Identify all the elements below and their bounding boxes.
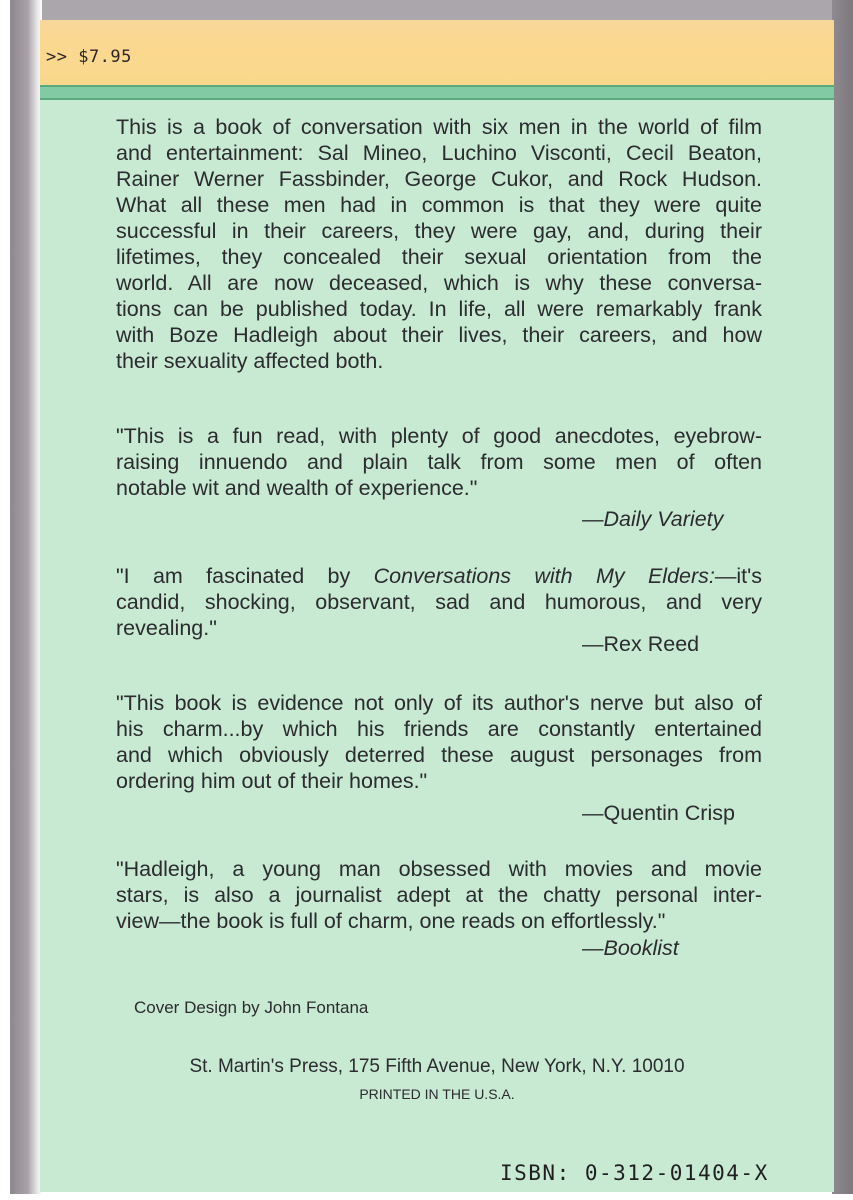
description-line: world. All are now deceased, which is why these conversa- — [116, 271, 762, 295]
review-line: ordering him out of their homes." — [116, 769, 428, 793]
review-line: "This is a fun read, with plenty of good anecdotes, eyebrow- — [116, 424, 762, 448]
review-line: raising innuendo and plain talk from some men of often — [116, 450, 762, 474]
review-line: stars, is also a journalist adept at the chatty personal inter- — [116, 883, 762, 907]
description-line: lifetimes, they concealed their sexual orientation from the — [116, 245, 762, 269]
description-line: Rainer Werner Fassbinder, George Cukor, and Rock Hudson. — [116, 167, 762, 191]
top-color-band — [40, 20, 834, 85]
review-line: view—the book is full of charm, one reads on effortlessly." — [116, 909, 666, 933]
review-line: notable wit and wealth of experience." — [116, 476, 478, 500]
description-line: successful in their careers, they were gay, and, during their — [116, 219, 762, 243]
cover-design-credit: Cover Design by John Fontana — [134, 998, 369, 1017]
review-line: and which obviously deterred these august personages from — [116, 743, 762, 767]
book-title: Conversations with My Elders: — [373, 564, 715, 588]
review-attribution: —Rex Reed — [582, 632, 700, 656]
review-line: his charm...by which his friends are constantly entertained — [116, 717, 762, 741]
description-line: their sexuality affected both. — [116, 349, 384, 373]
printed-in-label: PRINTED IN THE U.S.A. — [359, 1086, 515, 1102]
review-line: revealing." — [116, 616, 217, 640]
description-line: This is a book of conversation with six men in the world of film — [116, 115, 762, 139]
background-surface-top — [10, 0, 853, 22]
background-shadow-left — [10, 0, 42, 1194]
description-line: with Boze Hadleigh about their lives, their careers, and how — [116, 323, 762, 347]
review-line — [116, 563, 762, 589]
review-attribution: —Quentin Crisp — [582, 801, 735, 825]
review-line: "This book is evidence not only of its author's nerve but also of — [116, 691, 762, 715]
review-text: "I am fascinated by — [116, 564, 374, 588]
publisher-address: St. Martin's Press, 175 Fifth Avenue, New York, N.Y. 10010 — [189, 1056, 685, 1077]
description-line: and entertainment: Sal Mineo, Luchino Visconti, Cecil Beaton, — [116, 141, 762, 165]
green-stripe — [40, 85, 834, 100]
description-line: tions can be published today. In life, all were remarkably frank — [116, 297, 762, 321]
book-back-cover — [40, 20, 834, 1192]
review-attribution: —Daily Variety — [582, 507, 724, 531]
review-attribution: —Booklist — [582, 936, 679, 960]
background-surface-right — [832, 0, 853, 1194]
description-line: What all these men had in common is that they were quite — [116, 193, 762, 217]
review-line: candid, shocking, observant, sad and humorous, and very — [116, 590, 762, 614]
review-text: —it's — [714, 564, 762, 588]
isbn-number: ISBN: 0-312-01404-X — [500, 1161, 769, 1185]
review-line: "Hadleigh, a young man obsessed with movies and movie — [116, 857, 762, 881]
price-sticker: >> $7.95 — [46, 47, 132, 67]
